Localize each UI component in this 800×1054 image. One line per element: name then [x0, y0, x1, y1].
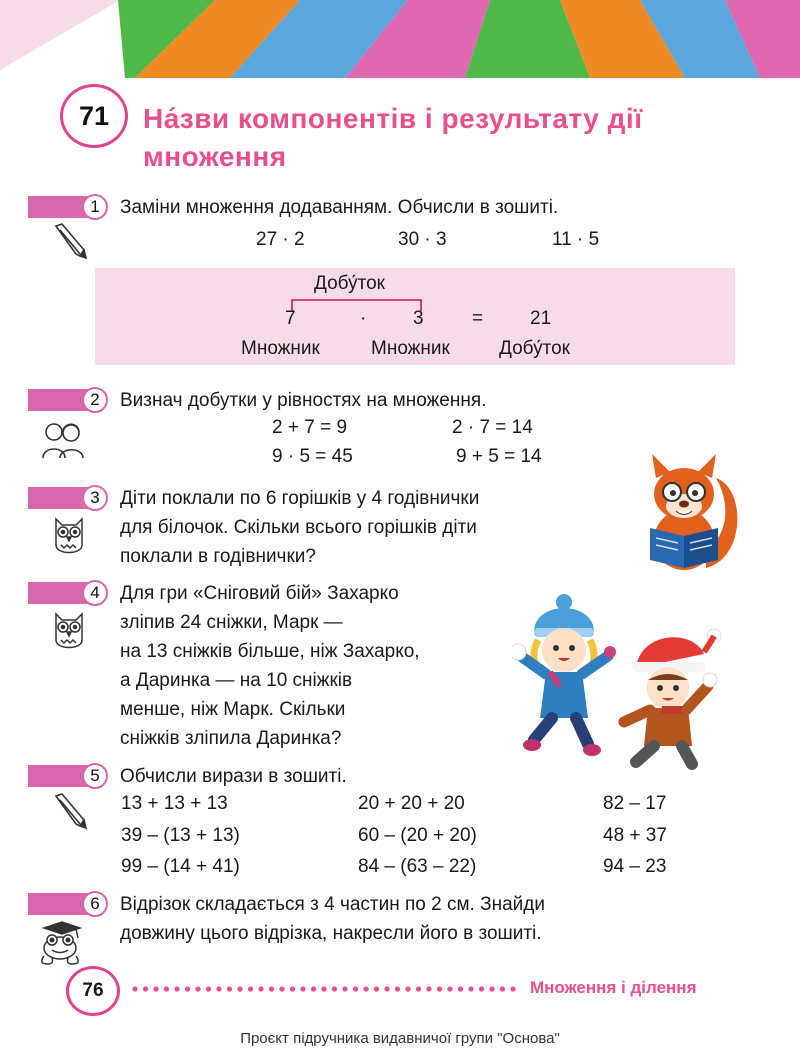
lesson-title	[143, 100, 763, 176]
divider-dot	[332, 986, 337, 991]
expression: 84 – (63 – 22)	[358, 856, 477, 877]
divider-dot	[227, 986, 232, 991]
equation: 2 · 7 = 14	[452, 417, 533, 438]
divider-dot	[269, 986, 274, 991]
divider-dot	[500, 986, 505, 991]
divider-dot	[237, 986, 242, 991]
equals-sign: =	[472, 308, 484, 329]
expression: 48 + 37	[603, 825, 667, 846]
divider-dot	[342, 986, 347, 991]
page-number: 76	[66, 966, 120, 1016]
text-line: Відрізок складається з 4 частин по 2 см. Знайди	[120, 894, 545, 915]
text-line: зліпив 24 сніжки, Марк —	[120, 612, 343, 633]
product-top-label: Добу́ток	[314, 273, 385, 294]
task-number: 1	[82, 194, 108, 220]
task-number: 6	[82, 891, 108, 917]
expression: 13 + 13 + 13	[121, 793, 228, 814]
expression: 39 – (13 + 13)	[121, 825, 240, 846]
squirrel-with-book-illustration	[636, 448, 740, 579]
divider-dot	[363, 986, 368, 991]
factor-1: 7	[285, 308, 296, 329]
lesson-title-line2: множення	[143, 141, 287, 172]
pencil-icon	[50, 792, 88, 835]
pencil-icon	[50, 222, 88, 265]
divider-dot	[185, 986, 190, 991]
expression: 11 · 5	[552, 229, 600, 250]
dotted-divider	[132, 982, 517, 996]
divider-dot	[447, 986, 452, 991]
divider-dot	[153, 986, 158, 991]
multiply-dot: ·	[360, 308, 367, 329]
divider-dot	[405, 986, 410, 991]
divider-dot	[374, 986, 379, 991]
text-line: а Даринка — на 10 сніжків	[120, 670, 353, 691]
kids-snowball-fight-illustration	[512, 590, 734, 775]
owl-icon	[52, 515, 86, 562]
frog-graduate-icon	[34, 918, 86, 973]
label-result: Добу́ток	[499, 338, 570, 359]
section-name: Множення і ділення	[530, 978, 697, 997]
divider-dot	[132, 986, 137, 991]
expression: 99 – (14 + 41)	[121, 856, 240, 877]
task-text	[120, 484, 479, 571]
lesson-title-line1: На́зви компонентів і результату дії	[143, 103, 643, 134]
expression: 82 – 17	[603, 793, 667, 814]
task-number: 4	[82, 580, 108, 606]
label-factor-2: Множник	[371, 338, 450, 359]
expression: 30 · 3	[398, 229, 447, 250]
pair-work-icon	[40, 420, 86, 465]
divider-dot	[248, 986, 253, 991]
divider-dot	[468, 986, 473, 991]
divider-dot	[489, 986, 494, 991]
divider-dot	[174, 986, 179, 991]
divider-dot	[353, 986, 358, 991]
equation: 9 · 5 = 45	[272, 446, 353, 467]
text-line: Для гри «Сніговий бій» Захарко	[120, 583, 399, 604]
text-line: для білочок. Скільки всього горішків діти	[120, 517, 477, 538]
task-text	[120, 890, 740, 948]
task-text: Обчисли вирази в зошиті.	[120, 766, 347, 787]
text-line: Діти поклали по 6 горішків у 4 годівнички	[120, 488, 480, 509]
definition-panel	[95, 268, 735, 365]
expression: 60 – (20 + 20)	[358, 825, 477, 846]
text-line: довжину цього відрізка, накресли його в зошиті.	[120, 923, 542, 944]
equation: 9 + 5 = 14	[456, 446, 542, 467]
divider-dot	[395, 986, 400, 991]
publisher-note: Проєкт підручника видавничої групи "Основа"	[240, 1030, 560, 1047]
task-text: Заміни множення додаванням. Обчисли в зошиті.	[120, 197, 559, 218]
lesson-number: 71	[60, 84, 128, 148]
divider-dot	[258, 986, 263, 991]
expression: 94 – 23	[603, 856, 667, 877]
divider-dot	[195, 986, 200, 991]
divider-dot	[416, 986, 421, 991]
text-line: менше, ніж Марк. Скільки	[120, 699, 346, 720]
equation: 2 + 7 = 9	[272, 417, 348, 438]
divider-dot	[384, 986, 389, 991]
divider-dot	[164, 986, 169, 991]
task-number: 5	[82, 763, 108, 789]
divider-dot	[426, 986, 431, 991]
divider-dot	[279, 986, 284, 991]
divider-dot	[311, 986, 316, 991]
owl-icon	[52, 610, 86, 657]
divider-dot	[216, 986, 221, 991]
bracket-line	[290, 298, 425, 312]
task-text: Визнач добутки у рівностях на множення.	[120, 390, 487, 411]
divider-dot	[143, 986, 148, 991]
task-number: 3	[82, 485, 108, 511]
divider-dot	[437, 986, 442, 991]
divider-dot	[479, 986, 484, 991]
divider-dot	[290, 986, 295, 991]
divider-dot	[206, 986, 211, 991]
divider-dot	[321, 986, 326, 991]
text-line: на 13 сніжків більше, ніж Захарко,	[120, 641, 420, 662]
expression: 27 · 2	[256, 229, 305, 250]
divider-dot	[510, 986, 515, 991]
result: 21	[530, 308, 552, 329]
decorative-top-band	[0, 0, 800, 78]
task-text	[120, 579, 420, 753]
divider-dot	[300, 986, 305, 991]
text-line: сніжків зліпила Даринка?	[120, 728, 342, 749]
divider-dot	[458, 986, 463, 991]
factor-2: 3	[413, 308, 424, 329]
label-factor-1: Множник	[241, 338, 320, 359]
expression: 20 + 20 + 20	[358, 793, 465, 814]
text-line: поклали в годівнички?	[120, 546, 316, 567]
task-number: 2	[82, 387, 108, 413]
